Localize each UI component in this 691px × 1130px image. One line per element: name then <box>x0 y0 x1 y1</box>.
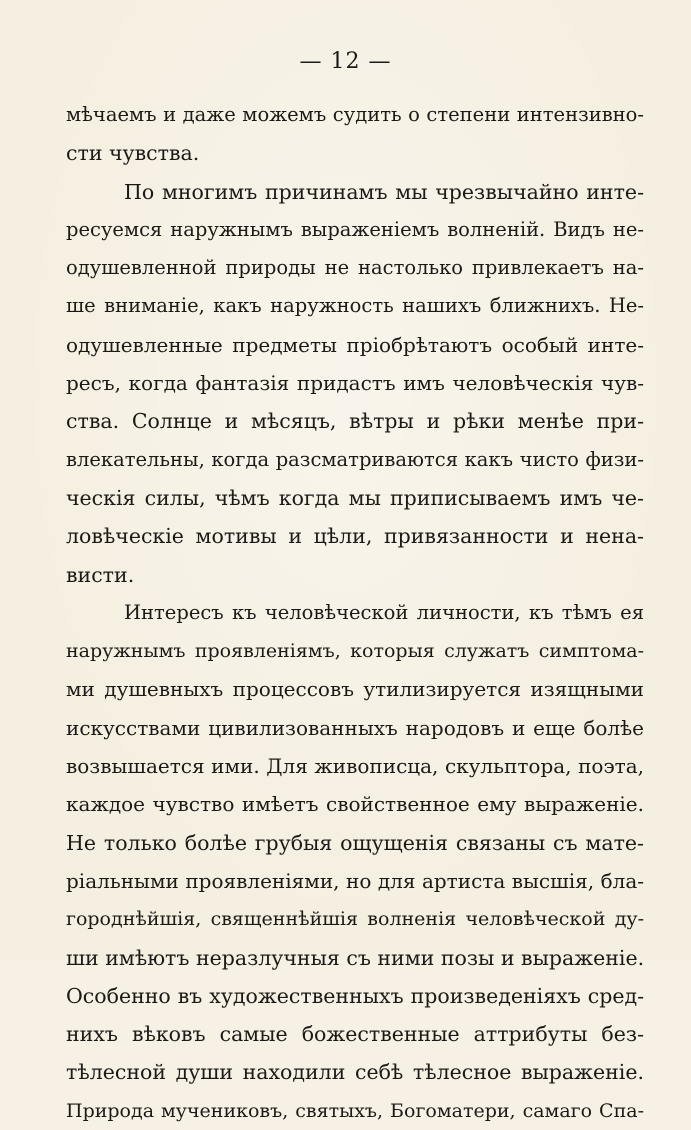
text-line: Особенно въ художественныхъ произведеніяхъ сред- <box>66 983 644 1008</box>
text-line: Природа мучениковъ, святыхъ, Богоматери, самаго Спа- <box>66 1099 644 1122</box>
text-line: каждое чувство имѣетъ свойственное ему выраженіе. <box>66 792 644 817</box>
text-line: влекательны, когда разсматриваются какъ чисто физи- <box>66 447 644 471</box>
text-line: ши имѣютъ неразлучныя съ ними позы и выраженіе. <box>66 945 645 970</box>
text-line: одушевленной природы не настолько привлекаетъ на- <box>66 256 644 280</box>
text-line: ресъ, когда фантазія придастъ имъ человѣческія чув- <box>66 371 644 396</box>
page-number: — 12 — <box>299 49 392 74</box>
text-line: Не только болѣе грубыя ощущенія связаны съ мате- <box>66 830 644 855</box>
text-line: Интересъ къ человѣческой личности, къ тѣмъ ея <box>124 600 644 624</box>
text-line: висти. <box>66 562 135 587</box>
text-line: ства. Солнце и мѣсяцъ, вѣтры и рѣки менѣе при- <box>66 409 644 434</box>
text-line: искусствами цивилизованныхъ народовъ и еще болѣе <box>66 715 644 740</box>
text-line: возвышается ими. Для живописца, скульптора, поэта, <box>66 754 644 779</box>
text-line: тѣлесной души находили себѣ тѣлесное выраженіе. <box>66 1060 644 1085</box>
text-line: ми душевныхъ процессовъ утилизируется изящными <box>66 677 644 702</box>
text-line: одушевленные предметы пріобрѣтаютъ особый инте- <box>66 332 644 357</box>
text-line: ческія силы, чѣмъ когда мы приписываемъ имъ че- <box>66 485 644 510</box>
text-line: ресуемся наружнымъ выраженіемъ волненій. Видъ не- <box>66 217 644 241</box>
text-line: сти чувства. <box>66 141 200 166</box>
text-line: ріальными проявленіями, но для артиста высшія, бла- <box>66 868 644 893</box>
text-line: нихъ вѣковъ самые божественные аттрибуты без- <box>66 1022 644 1047</box>
text-line: мѣчаемъ и даже можемъ судить о степени интензивно- <box>66 103 644 126</box>
text-line: ше вниманіе, какъ наружность нашихъ ближнихъ. Не- <box>66 294 644 318</box>
text-line: ловѣческіе мотивы и цѣли, привязанности и нена- <box>66 524 644 549</box>
body-text <box>66 96 644 1130</box>
text-line: По многимъ причинамъ мы чрезвычайно инте- <box>124 179 644 204</box>
text-line: наружнымъ проявленіямъ, которыя служатъ симптома- <box>66 640 644 663</box>
text-line: городнѣйшія, священнѣйшія волненія человѣческой ду- <box>66 908 644 931</box>
